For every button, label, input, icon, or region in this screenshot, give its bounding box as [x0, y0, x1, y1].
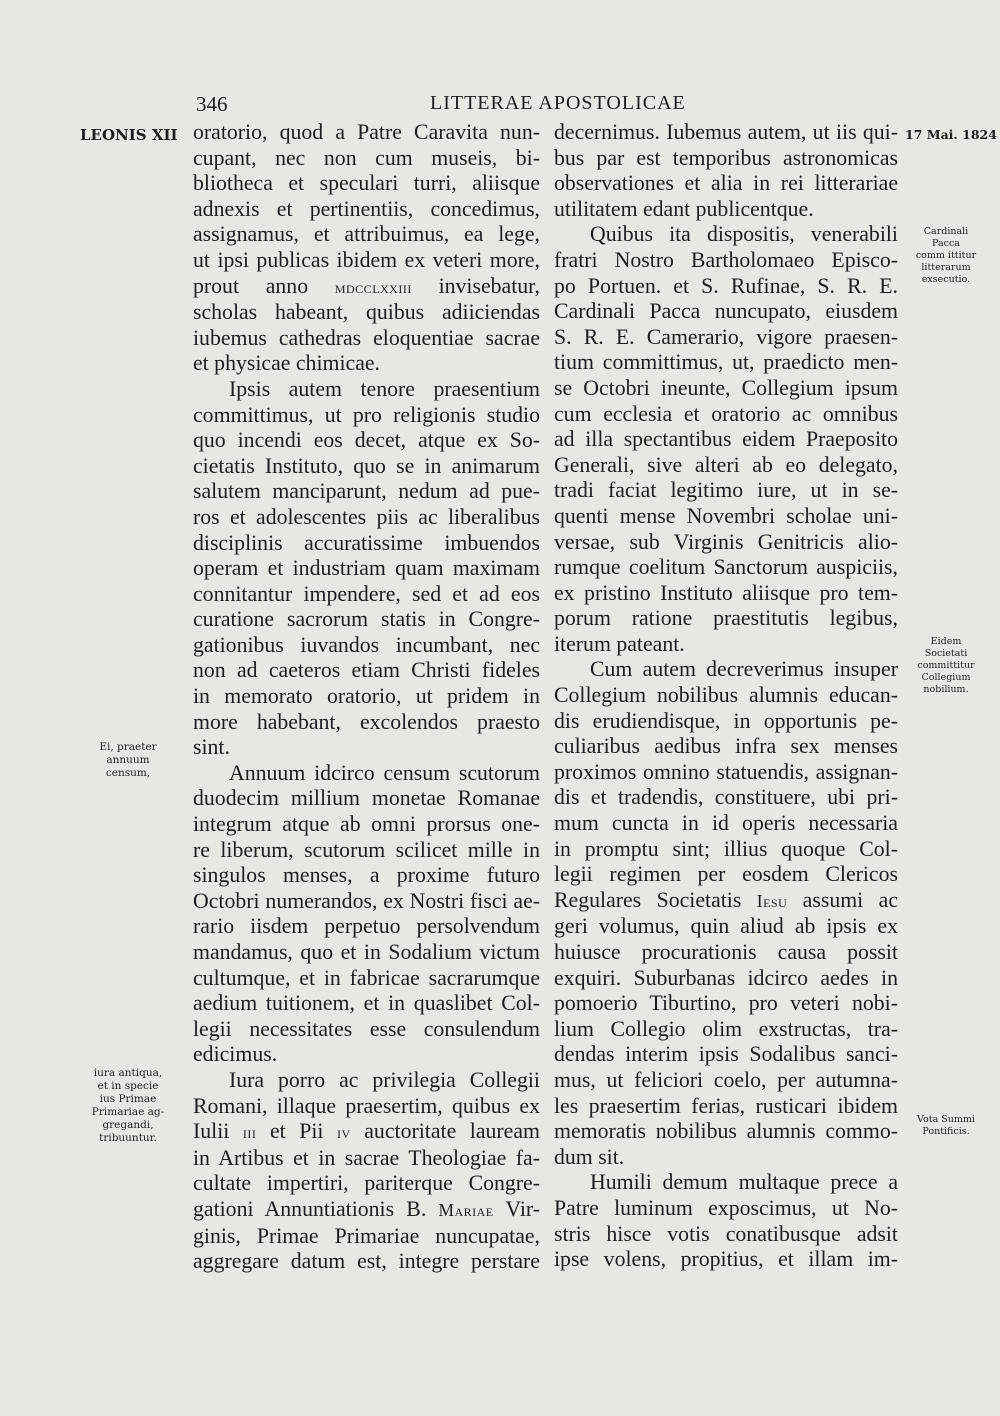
- text-run: dis erudiendisque, in opportunis pe-: [554, 708, 898, 733]
- text-line: [193, 1094, 540, 1120]
- text-line: [193, 1042, 540, 1068]
- text-run: se Octobri ineunte, Collegium ipsum: [554, 375, 898, 400]
- text-run: lium Collegio olim exstructas, tra-: [554, 1016, 898, 1041]
- text-run: Generali, sive alteri ab eo delegato,: [554, 452, 898, 477]
- text-run: invisebatur,: [411, 273, 540, 298]
- text-line: [554, 248, 898, 274]
- text-run: re liberum, scutorum scilicet mille in: [193, 837, 540, 862]
- text-line: [193, 838, 540, 864]
- margin-note-right: [906, 226, 986, 286]
- text-line: [193, 531, 540, 557]
- text-line: [554, 171, 898, 197]
- text-line: [554, 146, 898, 172]
- text-line: [554, 1094, 898, 1120]
- text-run: Regulares Societatis: [554, 887, 757, 912]
- text-line: [554, 120, 898, 146]
- text-line: [554, 940, 898, 966]
- margin-note-line: gregandi,: [102, 1119, 154, 1131]
- text-line: [193, 403, 540, 429]
- text-line: [554, 530, 898, 556]
- margin-note-line: nobilium.: [923, 684, 969, 695]
- text-run: tium committimus, ut, praedicto men-: [554, 350, 898, 375]
- text-line: [554, 299, 898, 325]
- text-line: [193, 1017, 540, 1043]
- text-run: iubemus cathedras eloquentiae sacrae: [193, 325, 540, 350]
- text-run: Cardinali Pacca nuncupato, eiusdem: [554, 299, 898, 324]
- text-line: [193, 248, 540, 274]
- text-run: gationibus iuvandos incumbant, nec: [193, 632, 540, 657]
- text-line: [193, 633, 540, 659]
- text-line: [193, 556, 540, 582]
- text-run: Vir-: [493, 1196, 540, 1221]
- text-run: in promptu sint; illius quoque Col-: [554, 836, 898, 861]
- text-run: prout anno: [193, 273, 335, 298]
- text-line: [193, 786, 540, 812]
- text-line: [193, 1119, 540, 1146]
- text-line: [554, 453, 898, 479]
- text-run: operam et industriam quam maximam: [193, 556, 540, 581]
- text-line: [554, 197, 898, 223]
- margin-note-line: tribuuntur.: [99, 1132, 157, 1144]
- text-run: cultate impertiri, pariterque Congre-: [193, 1171, 540, 1196]
- text-run: memoratis nobilibus alumnis commo-: [554, 1119, 898, 1144]
- margin-note-right: [906, 636, 986, 696]
- text-run: gationi Annuntiationis B.: [193, 1196, 439, 1221]
- text-run: ginis, Primae Primariae nuncupatae,: [193, 1223, 540, 1248]
- text-line: [193, 120, 540, 146]
- text-run: versae, sub Virginis Genitricis alio-: [554, 529, 898, 554]
- text-run: decernimus. Iubemus autem, ut iis qui-: [554, 120, 898, 144]
- text-line: [193, 1068, 540, 1094]
- small-caps-text: iii: [242, 1122, 257, 1143]
- text-run: tradi faciat legitimo iure, ut in se-: [554, 478, 898, 503]
- margin-note-line: Eidem: [930, 636, 962, 647]
- margin-note-line: Collegium: [921, 672, 971, 683]
- text-run: curatione sacrorum statis in Congre-: [193, 607, 540, 632]
- text-run: rumque coelitum Sanctorum auspiciis,: [554, 555, 898, 580]
- text-run: assumi ac: [787, 887, 898, 912]
- text-line: [193, 761, 540, 787]
- text-line: [193, 326, 540, 352]
- text-line: [193, 197, 540, 223]
- small-caps-text: Mariae: [438, 1199, 494, 1220]
- text-run: non ad caeteros etiam Christi fideles: [193, 658, 540, 683]
- text-run: cum ecclesia et oratorio ac omnibus: [554, 401, 898, 426]
- text-line: [554, 991, 898, 1017]
- margin-note-line: Pontificis.: [922, 1126, 970, 1137]
- text-line: [193, 914, 540, 940]
- text-run: ut ipsi publicas ibidem ex veteri more,: [193, 247, 540, 272]
- text-run: salutem manciparunt, nedum ad pue-: [193, 479, 540, 504]
- text-run: cietatis Instituto, quo se in animarum: [193, 453, 540, 478]
- text-line: [193, 582, 540, 608]
- text-line: [554, 478, 898, 504]
- text-line: [193, 940, 540, 966]
- text-run: Cum autem decreverimus insuper: [590, 657, 898, 682]
- text-run: dendas interim ipsis Sodalibus sanci-: [554, 1042, 898, 1067]
- text-line: [193, 146, 540, 172]
- text-line: [193, 710, 540, 736]
- small-caps-text: iv: [337, 1122, 351, 1143]
- text-line: [193, 863, 540, 889]
- text-run: duodecim millium monetae Romanae: [193, 786, 540, 811]
- text-line: [193, 1171, 540, 1197]
- text-line: [193, 684, 540, 710]
- text-line: [193, 991, 540, 1017]
- margin-note-line: comm ittitur: [915, 250, 977, 261]
- text-run: fratri Nostro Bartholomaeo Episco-: [554, 247, 898, 272]
- margin-note-line: censum,: [105, 767, 151, 779]
- text-line: [554, 350, 898, 376]
- text-line: [554, 325, 898, 351]
- text-line: [193, 351, 540, 377]
- text-run: pomoerio Tiburtino, pro veteri nobi-: [554, 991, 898, 1016]
- text-line: [554, 1017, 898, 1043]
- text-line: [554, 376, 898, 402]
- text-line: [193, 1197, 540, 1224]
- text-line: [554, 1222, 898, 1248]
- text-run: quenti mense Novembri scholae uni-: [554, 503, 898, 528]
- text-run: singulos menses, a proxime futuro: [193, 863, 540, 888]
- text-line: [193, 607, 540, 633]
- margin-note-line: exsecutio.: [921, 274, 971, 285]
- text-run: bus par est temporibus astronomicas: [554, 145, 898, 170]
- text-run: geri volumus, quin aliud ab ipsis ex: [554, 914, 898, 939]
- margin-note-line: committitur: [917, 660, 975, 671]
- text-run: Ipsis autem tenore praesentium: [229, 376, 540, 401]
- text-line: [554, 222, 898, 248]
- text-line: [554, 811, 898, 837]
- text-run: et Pii: [256, 1119, 338, 1144]
- text-line: [554, 606, 898, 632]
- text-run: S. R. E. Camerario, vigore praesen-: [554, 324, 898, 349]
- text-run: mus, ut feliciori coelo, per autumna-: [554, 1067, 898, 1092]
- text-line: [554, 1068, 898, 1094]
- text-run: Iura porro ac privilegia Collegii: [229, 1067, 540, 1092]
- text-line: [554, 657, 898, 683]
- text-run: porum ratione praestitutis legibus,: [554, 606, 898, 631]
- text-run: in Artibus et in sacrae Theologiae fa-: [193, 1145, 540, 1170]
- margin-note-line: annuum: [106, 754, 150, 766]
- text-line: [554, 683, 898, 709]
- text-line: [554, 862, 898, 888]
- running-title: LITTERAE APOSTOLICAE: [430, 92, 686, 114]
- text-run: Humili demum multaque prece a: [590, 1170, 898, 1195]
- margin-note-line: Vota Summi: [917, 1114, 975, 1125]
- text-line: [193, 812, 540, 838]
- text-run: in memorato oratorio, ut pridem in: [193, 684, 540, 709]
- text-run: legii necessitates esse consulendum: [193, 1016, 540, 1041]
- margin-note-line: et in specie: [97, 1080, 159, 1092]
- text-run: quo incendi eos decet, atque ex So-: [193, 428, 540, 453]
- margin-note-line: litterarum: [921, 262, 971, 273]
- text-line: [193, 171, 540, 197]
- text-line: [554, 555, 898, 581]
- text-run: ipse volens, propitius, et illam im-: [554, 1247, 898, 1272]
- margin-note-left: [78, 741, 178, 780]
- text-line: [554, 581, 898, 607]
- text-line: [554, 1042, 898, 1068]
- text-line: [554, 402, 898, 428]
- text-line: [554, 1119, 898, 1145]
- text-line: [554, 1145, 898, 1171]
- text-run: mum cuncta in id operis necessaria: [554, 811, 898, 836]
- text-line: [193, 505, 540, 531]
- text-run: Iulii: [193, 1119, 243, 1144]
- text-line: [554, 709, 898, 735]
- text-run: observationes et alia in rei litterariae: [554, 171, 898, 196]
- text-run: Patre luminum exposcimus, ut No-: [554, 1195, 898, 1220]
- text-run: integrum atque ab omni prorsus one-: [193, 812, 540, 837]
- text-run: po Portuen. et S. Rufinae, S. R. E.: [554, 273, 898, 298]
- text-run: et physicae chimicae.: [193, 351, 380, 376]
- left-text-column: [193, 120, 540, 1275]
- text-run: auctoritate lauream: [350, 1119, 540, 1144]
- text-line: [554, 427, 898, 453]
- text-run: utilitatem edant publicentque.: [554, 196, 814, 221]
- text-run: stris hisce votis conatibusque adsit: [554, 1221, 898, 1246]
- text-run: edicimus.: [193, 1042, 278, 1067]
- text-line: [554, 966, 898, 992]
- margin-note-line: Cardinali: [923, 226, 969, 237]
- right-text-column: [554, 120, 898, 1273]
- date-heading: 17 Mai. 1824: [905, 127, 997, 142]
- text-run: committimus, ut pro religionis studio: [193, 402, 540, 427]
- text-run: aggregare datum est, integre perstare: [193, 1249, 540, 1274]
- page-number: 346: [196, 92, 228, 116]
- text-run: oratorio, quod a Patre Caravita nun-: [193, 120, 540, 144]
- margin-note-right: [906, 1114, 986, 1138]
- text-run: ad illa spectantibus eidem Praeposito: [554, 427, 898, 452]
- text-run: assignamus, et attribuimus, ea lege,: [193, 222, 540, 247]
- text-run: ex pristino Instituto aliisque pro tem-: [554, 580, 898, 605]
- text-run: bliotheca et speculari turri, aliisque: [193, 171, 540, 196]
- text-line: [193, 658, 540, 684]
- text-run: proximos omnino statuendis, assignan-: [554, 759, 898, 784]
- text-run: connitantur impendere, sed et ad eos: [193, 581, 540, 606]
- margin-note-line: Ei, praeter: [99, 741, 157, 753]
- text-line: [193, 300, 540, 326]
- text-run: aedium tuitionem, et in quaslibet Col-: [193, 991, 540, 1016]
- text-run: more habebant, excolendos praesto: [193, 709, 540, 734]
- text-run: Octobri numerandos, ex Nostri fisci ae-: [193, 888, 540, 913]
- text-run: cupant, nec non cum museis, bi-: [193, 145, 540, 170]
- margin-note-line: Primariae ag-: [91, 1106, 165, 1118]
- text-run: disciplinis accuratissime imbuendos: [193, 530, 540, 555]
- text-line: [193, 735, 540, 761]
- text-run: dum sit.: [554, 1144, 625, 1169]
- margin-note-line: iura antiqua,: [93, 1067, 163, 1079]
- text-line: [554, 1170, 898, 1196]
- text-line: [554, 274, 898, 300]
- text-line: [554, 914, 898, 940]
- text-run: mandamus, quo et in Sodalium victum: [193, 940, 540, 964]
- text-run: iterum pateant.: [554, 631, 685, 656]
- margin-note-left: [78, 1067, 178, 1145]
- text-run: culiaribus aedibus infra sex menses: [554, 734, 898, 759]
- small-caps-text: mdcclxxiii: [334, 276, 412, 297]
- text-line: [193, 1249, 540, 1275]
- text-line: [554, 504, 898, 530]
- text-line: [554, 785, 898, 811]
- text-line: [193, 428, 540, 454]
- left-running-head: LEONIS XII: [80, 126, 178, 144]
- text-line: [554, 837, 898, 863]
- text-line: [193, 479, 540, 505]
- text-run: adnexis et pertinentiis, concedimus,: [193, 196, 540, 221]
- margin-note-line: Pacca: [932, 238, 960, 249]
- text-run: cultumque, et in fabricae sacrarumque: [193, 965, 540, 990]
- text-line: [193, 222, 540, 248]
- text-run: les praesertim ferias, rusticari ibidem: [554, 1093, 898, 1118]
- text-run: sint.: [193, 735, 230, 760]
- text-run: legii regimen per eosdem Clericos: [554, 862, 898, 887]
- text-line: [554, 760, 898, 786]
- text-run: Quibus ita dispositis, venerabili: [590, 222, 898, 247]
- text-line: [193, 889, 540, 915]
- text-run: dis et tradendis, constituere, ubi pri-: [554, 785, 898, 810]
- text-line: [193, 1146, 540, 1172]
- text-run: Annuum idcirco censum scutorum: [229, 760, 540, 785]
- margin-note-line: ius Primae: [99, 1093, 157, 1105]
- margin-note-line: Societati: [924, 648, 968, 659]
- text-run: exquiri. Suburbanas idcirco aedes in: [554, 965, 898, 990]
- text-line: [554, 888, 898, 915]
- text-run: huiusce procurationis causa possit: [554, 940, 898, 964]
- text-run: Romani, illaque praesertim, quibus ex: [193, 1093, 540, 1118]
- text-line: [193, 454, 540, 480]
- small-caps-text: Iesu: [756, 890, 788, 911]
- text-line: [554, 734, 898, 760]
- text-line: [554, 1196, 898, 1222]
- text-run: rario iisdem perpetuo persolvendum: [193, 914, 540, 939]
- text-line: [193, 1224, 540, 1250]
- text-line: [554, 632, 898, 658]
- text-run: Collegium nobilibus alumnis educan-: [554, 683, 898, 708]
- text-run: ros et adolescentes piis ac liberalibus: [193, 504, 540, 529]
- text-line: [193, 274, 540, 301]
- text-line: [193, 966, 540, 992]
- text-line: [193, 377, 540, 403]
- text-run: scholas habeant, quibus adiiciendas: [193, 300, 540, 325]
- text-line: [554, 1247, 898, 1273]
